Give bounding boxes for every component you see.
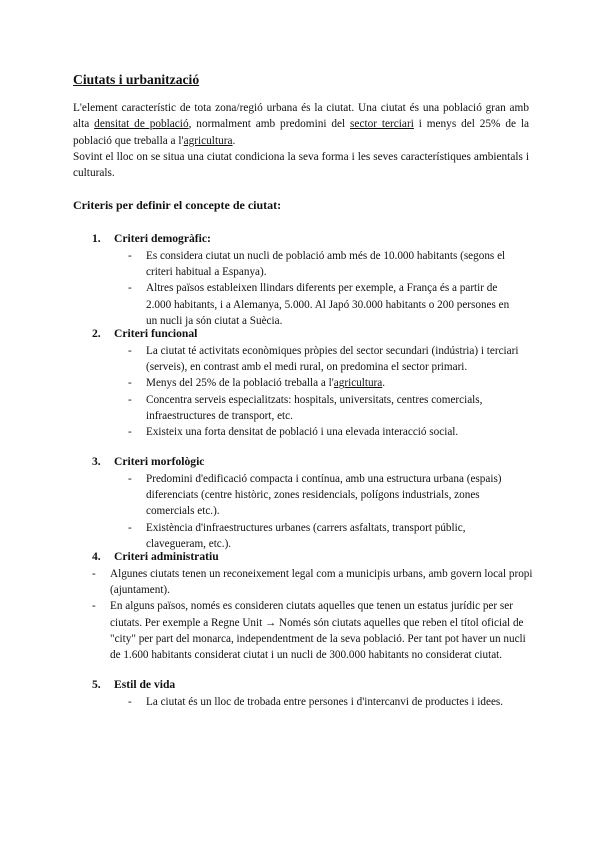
dash-bullet: - — [128, 345, 132, 357]
section-number: 5. — [92, 678, 101, 691]
dash-bullet: - — [128, 696, 132, 708]
dash-bullet: - — [128, 377, 132, 390]
page-title: Ciutats i urbanització — [73, 72, 200, 87]
section-2-list — [128, 343, 523, 440]
list-item-text: Predomini d'edificació compacta i contínua, amb una estructura urbana (espais) diferenciats (centre històric, zones residencials, polígons industrials, zones comercials etc.). — [146, 473, 502, 518]
list-item-text: Altres països estableixen llindars diferents per exemple, a França és a partir de 2.000 habitants, i a Alemanya, 5.000. Al Japó 30.000 habitants o 200 persones en un nucli ja són ciutat a Suècia. — [146, 282, 510, 327]
list-item-text: La ciutat té activitats econòmiques pròpies del sector secundari (indústria) i terciari (serveis), en contrast amb el medi rural, on predomina el sector primari. — [146, 345, 519, 374]
list-item — [92, 566, 533, 598]
section-4-list — [92, 566, 533, 663]
dash-bullet: - — [128, 250, 132, 262]
list-item — [128, 248, 523, 280]
section-title-text: Criteri demogràfic: — [114, 232, 211, 245]
section-title-text: Criteri administratiu — [114, 550, 219, 563]
dash-bullet: - — [92, 568, 96, 580]
list-item-text: . — [382, 377, 386, 390]
list-item — [128, 280, 523, 329]
link-densitat-de-poblacio[interactable]: densitat de població — [94, 118, 189, 131]
section-title-administratiu — [92, 550, 219, 563]
dash-bullet: - — [92, 600, 96, 613]
list-item-text: Es considera ciutat un nucli de població amb més de 10.000 habitants (segons el criteri habitual a Espanya). — [146, 250, 506, 279]
list-item — [128, 471, 523, 520]
section-5-list — [128, 694, 523, 710]
intro-paragraph-2: Sovint el lloc on se situa una ciutat condiciona la seva forma i les seves característiques ambientals i culturals. — [73, 150, 529, 180]
list-item — [128, 694, 523, 710]
section-title-morfologic — [92, 455, 204, 468]
intro-text — [73, 100, 529, 181]
section-title-text: Criteri morfològic — [114, 455, 205, 468]
list-item — [128, 424, 523, 440]
criteria-heading: Criteris per definir el concepte de ciutat: — [73, 198, 282, 212]
list-item — [128, 392, 523, 424]
dash-bullet: - — [128, 393, 132, 406]
link-sector-terciari[interactable]: sector terciari — [350, 118, 414, 131]
section-title-text: Estil de vida — [114, 678, 176, 691]
dash-bullet: - — [128, 426, 132, 439]
section-title-estil-de-vida — [92, 678, 175, 691]
intro-text-part: L'element característic de tota zona/regió urbana és la ciutat. Una ciutat és una població gran amb alta — [73, 102, 529, 131]
intro-paragraph-1 — [73, 100, 529, 149]
section-1-list — [128, 248, 523, 329]
intro-text-part: i menys del 25% de la població que treballa a l' — [73, 118, 529, 147]
intro-text-part: , normalment amb predomini del — [188, 118, 351, 131]
link-agricultura-2[interactable]: agricultura — [333, 377, 383, 390]
list-item-text: En alguns països, només es consideren ciutats aquelles que tenen un estatus jurídic per ser ciutats. Per exemple a Regne Unit → Només són ciutats aquelles que reben el títol oficial de "city" per part del monarca, independentment de la seva població. Per tant pot haver un nucli de 1.600 habitants considerat ciutat i un nucli de 300.000 habitants no considerat ciutat. — [110, 600, 526, 662]
list-item — [128, 375, 523, 391]
section-number: 4. — [92, 550, 101, 563]
dash-bullet: - — [128, 282, 132, 295]
section-title-funcional — [92, 327, 197, 340]
list-item-text: Existència d'infraestructures urbanes (carrers asfaltats, transport públic, clavegueram, etc.). — [146, 521, 466, 550]
list-item — [92, 598, 533, 663]
intro-text-part: . — [232, 134, 236, 147]
section-number: 1. — [92, 232, 101, 245]
section-3-list — [128, 471, 523, 552]
section-title-demografic — [92, 232, 211, 245]
list-item — [128, 343, 523, 375]
dash-bullet: - — [128, 521, 132, 534]
list-item-text: Menys del 25% de la població treballa a l' — [146, 377, 334, 390]
section-number: 3. — [92, 455, 101, 468]
list-item-text: Existeix una forta densitat de població i una elevada interacció social. — [146, 426, 459, 439]
list-item-text: Algunes ciutats tenen un reconeixement legal com a municipis urbans, amb govern local propi (ajuntament). — [110, 568, 533, 597]
list-item-text: La ciutat és un lloc de trobada entre persones i d'intercanvi de productes i idees. — [146, 696, 504, 708]
list-item — [128, 520, 523, 552]
dash-bullet: - — [128, 473, 132, 485]
section-number: 2. — [92, 327, 101, 340]
list-item-text: Concentra serveis especialitzats: hospitals, universitats, centres comercials, infraestructures de transport, etc. — [146, 393, 483, 422]
link-agricultura[interactable]: agricultura — [183, 134, 233, 147]
section-title-text: Criteri funcional — [114, 327, 198, 340]
